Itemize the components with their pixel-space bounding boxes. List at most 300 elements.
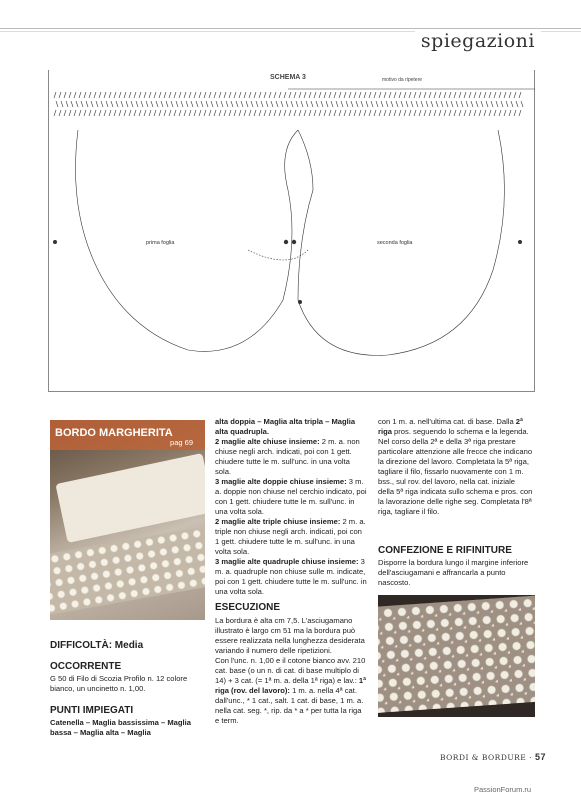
stitch-mark (329, 92, 331, 98)
stitch-mark (451, 101, 453, 107)
stitch-mark (359, 92, 361, 98)
stitch-mark (321, 101, 323, 107)
stitch-mark (246, 101, 248, 107)
stitch-mark (489, 110, 491, 116)
stitch-mark (289, 110, 291, 116)
stitch-mark (331, 101, 333, 107)
punti-text: Catenella – Maglia bassissima – Maglia bassa – Maglia alta – Maglia (50, 718, 191, 737)
stitch-mark (124, 110, 126, 116)
stitch-mark (421, 101, 423, 107)
stitch-mark (429, 110, 431, 116)
right-column (378, 417, 533, 517)
middle-p5: 3 m. a. quadruple non chiuse sulle m. indicate, poi con 1 gett. chiudere tutte le m. sull'unc. in una volta sola. (215, 557, 367, 596)
stitch-mark (64, 92, 66, 98)
stitch-mark (469, 110, 471, 116)
stitch-mark (509, 92, 511, 98)
stitch-mark (219, 92, 221, 98)
middle-p2: 2 m. a. non chiuse negli arch. indicati, poi con 1 gett. chiudere tutte le m. sull'unc. in una volta sola. (215, 437, 360, 476)
stitch-mark (61, 101, 63, 107)
stitch-mark (424, 92, 426, 98)
stitch-mark (414, 110, 416, 116)
stitch-mark (126, 101, 128, 107)
stitch-mark (486, 101, 488, 107)
stitch-mark (169, 110, 171, 116)
stitch-mark (164, 92, 166, 98)
stitch-mark (131, 101, 133, 107)
stitch-mark (164, 110, 166, 116)
stitch-mark (404, 92, 406, 98)
stitch-mark (276, 101, 278, 107)
stitch-mark (284, 110, 286, 116)
stitch-mark (419, 110, 421, 116)
stitch-mark (136, 101, 138, 107)
stitch-mark (366, 101, 368, 107)
header-rule (0, 28, 581, 29)
stitch-mark (381, 101, 383, 107)
stitch-mark (449, 110, 451, 116)
stitch-mark (399, 110, 401, 116)
stitch-mark (114, 92, 116, 98)
stitch-mark (134, 110, 136, 116)
stitch-mark (494, 110, 496, 116)
stitch-mark (509, 110, 511, 116)
stitch-mark (254, 110, 256, 116)
stitch-mark (506, 101, 508, 107)
stitch-mark (239, 110, 241, 116)
stitch-mark (396, 101, 398, 107)
stitch-mark (186, 101, 188, 107)
stitch-mark (284, 92, 286, 98)
stitch-mark (174, 92, 176, 98)
middle-p3-label: 3 maglie alte doppie chiuse insieme: (215, 477, 347, 486)
stitch-mark (121, 101, 123, 107)
stitch-mark (124, 92, 126, 98)
stitch-mark (89, 110, 91, 116)
stitch-mark (344, 110, 346, 116)
stitch-mark (209, 92, 211, 98)
stitch-mark (199, 110, 201, 116)
page-number: 57 (534, 752, 546, 762)
page-footer: BORDI & BORDURE · 57 (440, 752, 546, 762)
leaf-label-1: prima foglia (146, 240, 175, 246)
stitch-mark (349, 92, 351, 98)
stitch-mark (309, 110, 311, 116)
stitch-mark (179, 92, 181, 98)
watermark: PassionForum.ru (474, 785, 532, 794)
stitch-mark (316, 101, 318, 107)
right-p1-row-label: 2ª riga (378, 417, 523, 436)
stitch-mark (476, 101, 478, 107)
stitch-mark (109, 110, 111, 116)
stitch-mark (459, 92, 461, 98)
stitch-mark (231, 101, 233, 107)
stitch-mark (296, 101, 298, 107)
stitch-mark (496, 101, 498, 107)
stitch-mark (409, 110, 411, 116)
stitch-mark (181, 101, 183, 107)
stitch-mark (521, 101, 523, 107)
stitch-mark (499, 92, 501, 98)
stitch-mark (134, 92, 136, 98)
stitch-mark (211, 101, 213, 107)
stitch-mark (314, 92, 316, 98)
stitch-mark (466, 101, 468, 107)
chart-top-rows (54, 92, 523, 116)
stitch-mark (114, 110, 116, 116)
leaf-1-left-arc (76, 130, 284, 351)
stitch-mark (379, 92, 381, 98)
stitch-mark (264, 110, 266, 116)
stitch-mark (204, 110, 206, 116)
stitch-mark (99, 110, 101, 116)
stitch-mark (351, 101, 353, 107)
stitch-mark (346, 101, 348, 107)
stitch-mark (384, 92, 386, 98)
stitch-mark (119, 110, 121, 116)
stitch-mark (359, 110, 361, 116)
stitch-mark (251, 101, 253, 107)
stitch-mark (286, 101, 288, 107)
stitch-mark (214, 92, 216, 98)
middle-p5-label: 3 maglie alte quadruple chiuse insieme: (215, 557, 359, 566)
connecting-chain (248, 250, 308, 260)
stitch-mark (189, 110, 191, 116)
stitch-mark (339, 110, 341, 116)
stitch-mark (514, 92, 516, 98)
stitch-mark (54, 110, 56, 116)
stitch-mark (199, 92, 201, 98)
stitch-mark (59, 92, 61, 98)
stitch-mark (166, 101, 168, 107)
lace-detail-image (378, 595, 535, 713)
stitch-mark (511, 101, 513, 107)
stitch-mark (176, 101, 178, 107)
stitch-mark (179, 110, 181, 116)
stitch-mark (269, 110, 271, 116)
stitch-mark (299, 110, 301, 116)
stitch-mark (334, 110, 336, 116)
stitch-mark (349, 110, 351, 116)
stitch-mark (69, 92, 71, 98)
stitch-mark (409, 92, 411, 98)
stitch-mark (254, 92, 256, 98)
stitch-mark (274, 92, 276, 98)
stitch-mark (239, 92, 241, 98)
stitch-mark (174, 110, 176, 116)
stitch-mark (416, 101, 418, 107)
stitch-mark (141, 101, 143, 107)
stitch-mark (464, 92, 466, 98)
stitch-mark (159, 92, 161, 98)
stitch-mark (439, 110, 441, 116)
stitch-mark (86, 101, 88, 107)
stitch-mark (71, 101, 73, 107)
stitch-mark (379, 110, 381, 116)
esecuzione-title: ESECUZIONE (215, 602, 281, 613)
stitch-mark (244, 92, 246, 98)
stitch-mark (431, 101, 433, 107)
stitch-mark (111, 101, 113, 107)
stitch-mark (264, 92, 266, 98)
stitch-mark (209, 110, 211, 116)
stitch-mark (516, 101, 518, 107)
stitch-mark (404, 110, 406, 116)
stitch-mark (144, 92, 146, 98)
stitch-mark (519, 92, 521, 98)
stitch-mark (419, 92, 421, 98)
stitch-mark (341, 101, 343, 107)
stitch-mark (436, 101, 438, 107)
stitch-mark (319, 92, 321, 98)
stitch-mark (201, 101, 203, 107)
stitch-mark (406, 101, 408, 107)
stitch-mark (369, 110, 371, 116)
stitch-mark (324, 110, 326, 116)
stitch-mark (271, 101, 273, 107)
stitch-mark (161, 101, 163, 107)
stitch-mark (314, 110, 316, 116)
esecuzione-p2: Con l'unc. n. 1,00 e il cotone bianco avv. 210 cat. base (o un n. di cat. di base multiplo di 14) + 3 cat. (= 1ª m. a. della 1ª riga) e lav.: (215, 656, 366, 685)
right-p1a: con 1 m. a. nell'ultima cat. di base. Dalla (378, 417, 516, 426)
stitch-mark (99, 92, 101, 98)
stitch-mark (256, 101, 258, 107)
stitch-mark (301, 101, 303, 107)
marker-dot (518, 240, 522, 244)
stitch-mark (504, 110, 506, 116)
stitch-mark (491, 101, 493, 107)
stitch-mark (501, 101, 503, 107)
stitch-mark (156, 101, 158, 107)
stitch-mark (91, 101, 93, 107)
stitch-mark (79, 110, 81, 116)
stitch-mark (319, 110, 321, 116)
punti-title: PUNTI IMPIEGATI (50, 705, 134, 716)
stitch-mark (224, 110, 226, 116)
stitch-mark (129, 110, 131, 116)
stitch-mark (374, 110, 376, 116)
stitch-mark (229, 92, 231, 98)
stitch-mark (456, 101, 458, 107)
stitch-mark (244, 110, 246, 116)
crochet-chart (48, 70, 535, 392)
stitch-mark (266, 101, 268, 107)
stitch-mark (361, 101, 363, 107)
occorrente-text: G 50 di Filo di Scozia Profilo n. 12 colore bianco, un uncinetto n. 1,00. (50, 674, 188, 693)
stitch-mark (221, 101, 223, 107)
stitch-mark (371, 101, 373, 107)
stitch-mark (139, 92, 141, 98)
stitch-mark (304, 92, 306, 98)
stitch-mark (84, 92, 86, 98)
stitch-mark (364, 92, 366, 98)
confezione-title: CONFEZIONE E RIFINITURE (378, 545, 512, 556)
marker-dot (298, 300, 302, 304)
stitch-mark (149, 110, 151, 116)
stitch-mark (304, 110, 306, 116)
stitch-mark (259, 92, 261, 98)
middle-column (215, 417, 367, 726)
stitch-mark (469, 92, 471, 98)
stitch-mark (354, 110, 356, 116)
esecuzione-row1-label: 1ª riga (rov. del lavoro): (215, 676, 366, 695)
leaf-label-2: seconda foglia (377, 240, 413, 246)
stitch-mark (389, 92, 391, 98)
stitch-mark (104, 110, 106, 116)
stitch-mark (96, 101, 98, 107)
stitch-mark (89, 92, 91, 98)
stitch-mark (494, 92, 496, 98)
stitch-mark (326, 101, 328, 107)
stitch-mark (274, 110, 276, 116)
stitch-mark (269, 92, 271, 98)
stitch-mark (459, 110, 461, 116)
stitch-mark (376, 101, 378, 107)
stitch-mark (354, 92, 356, 98)
stitch-mark (241, 101, 243, 107)
stitch-mark (84, 110, 86, 116)
stitch-mark (59, 110, 61, 116)
stitch-mark (151, 101, 153, 107)
stitch-mark (334, 92, 336, 98)
stitch-mark (81, 101, 83, 107)
stitch-mark (281, 101, 283, 107)
stitch-mark (309, 92, 311, 98)
stitch-mark (439, 92, 441, 98)
stitch-mark (299, 92, 301, 98)
stitch-mark (479, 92, 481, 98)
stitch-mark (146, 101, 148, 107)
middle-p4: 2 m. a. triple non chiuse negli arch. indicati, poi con 1 gett. chiudere tutte le m. sull'unc. in una volta sola. (215, 517, 366, 556)
stitch-mark (374, 92, 376, 98)
stitch-mark (191, 101, 193, 107)
esecuzione-p1: La bordura è alta cm 7,5. L'asciugamano illustrato è largo cm 51 ma la bordura può essere realizzata nella lunghezza desiderata variando il numero delle ripetizioni. (215, 616, 365, 655)
stitch-mark (101, 101, 103, 107)
stitch-mark (66, 101, 68, 107)
stitch-mark (159, 110, 161, 116)
section-title: spiegazioni (415, 30, 541, 52)
confezione-text: Disporre la bordura lungo il margine inferiore dell'asciugamani e affrancarla a punto nascosto. (378, 558, 529, 587)
stitch-mark (394, 92, 396, 98)
stitch-mark (411, 101, 413, 107)
stitch-mark (106, 101, 108, 107)
esecuzione-p3: 1 m. a. nella 4ª cat. dall'unc., * 1 cat., salt. 1 cat. di base, 1 m. a. nella cat. seg. *, rip. da * a * per tutta la riga e term. (215, 686, 364, 725)
stitch-mark (389, 110, 391, 116)
stitch-mark (144, 110, 146, 116)
stitch-mark (474, 110, 476, 116)
stitch-mark (214, 110, 216, 116)
stitch-mark (414, 92, 416, 98)
stitch-mark (56, 101, 58, 107)
leaf-1-right-arc (283, 130, 298, 300)
stitch-mark (401, 101, 403, 107)
stitch-mark (329, 110, 331, 116)
stitch-mark (74, 92, 76, 98)
stitch-mark (184, 110, 186, 116)
stitch-mark (291, 101, 293, 107)
marker-dot (284, 240, 288, 244)
stitch-mark (306, 101, 308, 107)
stitch-mark (69, 110, 71, 116)
stitch-mark (289, 92, 291, 98)
stitch-mark (171, 101, 173, 107)
stitch-mark (449, 92, 451, 98)
stitch-mark (149, 92, 151, 98)
stitch-mark (119, 92, 121, 98)
stitch-mark (444, 92, 446, 98)
stitch-mark (76, 101, 78, 107)
stitch-mark (344, 92, 346, 98)
project-page-ref: pag 69 (170, 438, 193, 447)
marker-dot (53, 240, 57, 244)
stitch-mark (339, 92, 341, 98)
stitch-mark (169, 92, 171, 98)
stitch-mark (434, 92, 436, 98)
stitch-mark (454, 92, 456, 98)
stitch-mark (356, 101, 358, 107)
stitch-mark (489, 92, 491, 98)
stitch-mark (294, 92, 296, 98)
stitch-mark (194, 110, 196, 116)
stitch-mark (249, 92, 251, 98)
stitch-mark (206, 101, 208, 107)
stitch-mark (294, 110, 296, 116)
stitch-mark (434, 110, 436, 116)
stitch-mark (336, 101, 338, 107)
right-p1c: pros. seguendo lo schema e la legenda. Nel corso della 2ª e della 3ª riga prestare particolare attenzione alle frecce che indicano la direzione del lavoro. Completata la 5ª riga, tagliare il filo, fissarlo nuovamente con 1 m. bss., sul rov. del lavoro, nella cat. iniziale della 5ª riga indicata sullo schema e pros. con la lavorazione delle righe seg. Completata l'8ª riga, tagliare il filo. (378, 427, 533, 516)
middle-p4-label: 2 maglie alte triple chiuse insieme: (215, 517, 341, 526)
stitch-mark (479, 110, 481, 116)
stitch-mark (64, 110, 66, 116)
stitch-mark (504, 92, 506, 98)
stitch-mark (116, 101, 118, 107)
stitch-mark (474, 92, 476, 98)
stitch-mark (499, 110, 501, 116)
stitch-mark (364, 110, 366, 116)
stitch-mark (129, 92, 131, 98)
stitch-mark (429, 92, 431, 98)
stitch-mark (519, 110, 521, 116)
stitch-mark (234, 110, 236, 116)
difficulty: DIFFICOLTÀ: Media (50, 640, 144, 651)
stitch-mark (441, 101, 443, 107)
stitch-mark (196, 101, 198, 107)
stitch-mark (259, 110, 261, 116)
stitch-mark (154, 110, 156, 116)
stitch-mark (391, 101, 393, 107)
stitch-mark (464, 110, 466, 116)
stitch-mark (384, 110, 386, 116)
stitch-mark (514, 110, 516, 116)
stitch-mark (426, 101, 428, 107)
stitch-mark (279, 92, 281, 98)
stitch-mark (454, 110, 456, 116)
stitch-mark (461, 101, 463, 107)
stitch-mark (481, 101, 483, 107)
stitch-mark (109, 92, 111, 98)
stitch-mark (394, 110, 396, 116)
stitch-mark (324, 92, 326, 98)
project-photo (50, 420, 205, 620)
middle-p2-label: 2 maglie alte chiuse insieme: (215, 437, 320, 446)
stitch-mark (219, 110, 221, 116)
stitch-mark (399, 92, 401, 98)
stitch-mark (194, 92, 196, 98)
middle-p1: alta doppia – Maglia alta tripla – Maglia alta quadrupla. (215, 417, 356, 436)
stitch-mark (74, 110, 76, 116)
project-title: BORDO MARGHERITA (55, 427, 173, 439)
stitch-mark (261, 101, 263, 107)
footer-title: BORDI & BORDURE (440, 753, 527, 762)
